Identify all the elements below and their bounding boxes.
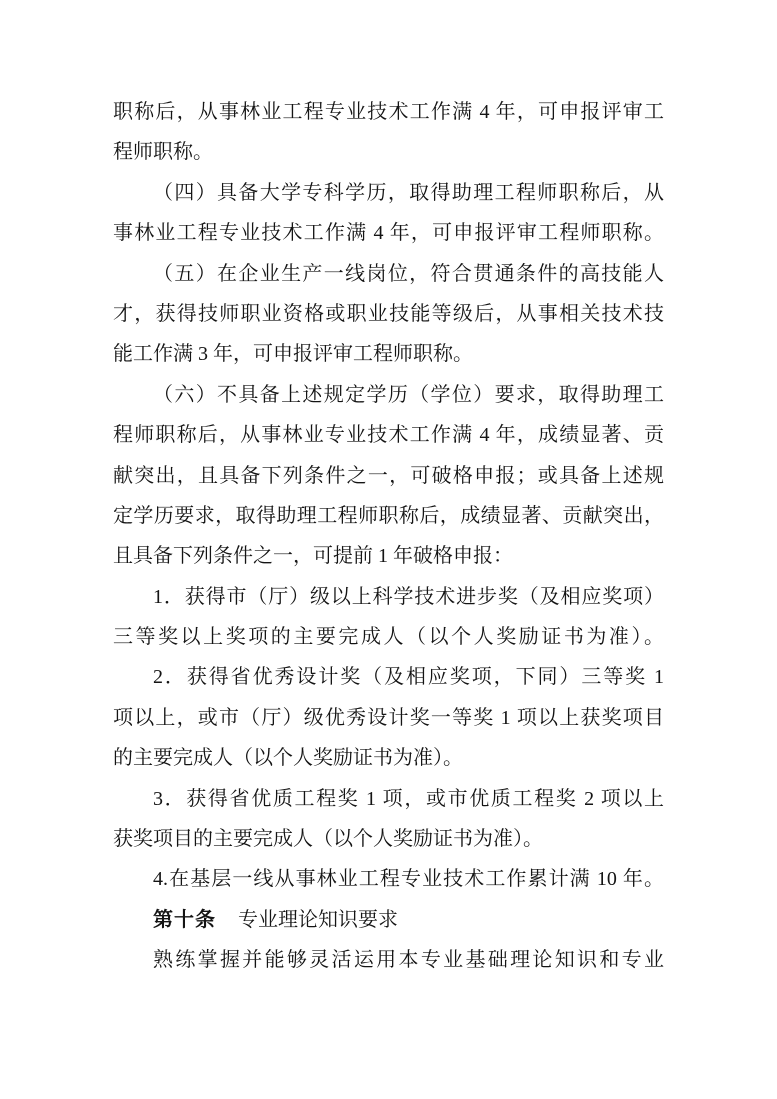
text-line: （五）在企业生产一线岗位，符合贯通条件的高技能人 xyxy=(153,262,664,285)
text-line: 熟练掌握并能够灵活运用本专业基础理论知识和专业 xyxy=(153,949,664,972)
text-line: 项以上，或市（厅）级优秀设计奖一等奖 1 项以上获奖项目 xyxy=(113,706,664,729)
text-line: 程师职称后，从事林业专业技术工作满 4 年，成绩显著、贡 xyxy=(113,424,664,447)
text-line: 三等奖以上奖项的主要完成人（以个人奖励证书为准）。 xyxy=(113,626,664,649)
text-line: 能工作满 3 年，可申报评审工程师职称。 xyxy=(113,343,473,366)
text-line: （六）不具备上述规定学历（学位）要求，取得助理工 xyxy=(153,383,664,406)
text-column xyxy=(113,92,664,981)
text-line: 定学历要求，取得助理工程师职称后，成绩显著、贡献突出， xyxy=(113,504,664,527)
text-line: 献突出，且具备下列条件之一，可破格申报；或具备上述规 xyxy=(113,464,664,487)
text-line: 获奖项目的主要完成人（以个人奖励证书为准）。 xyxy=(113,828,543,851)
text-line: （四）具备大学专科学历，取得助理工程师职称后，从 xyxy=(153,181,664,204)
text-line: 4.在基层一线从事林业工程专业技术工作累计满 10 年。 xyxy=(153,868,664,891)
text-line: 的主要完成人（以个人奖励证书为准）。 xyxy=(113,747,463,770)
text-line: 才，获得技师职业资格或职业技能等级后，从事相关技术技 xyxy=(113,302,664,325)
text-line: 2．获得省优秀设计奖（及相应奖项，下同）三等奖 1 xyxy=(153,666,664,689)
text-line: 职称后，从事林业工程专业技术工作满 4 年，可申报评审工 xyxy=(113,101,664,123)
text-line: 且具备下列条件之一，可提前 1 年破格申报： xyxy=(113,545,513,568)
article-number: 第十条 xyxy=(153,908,216,931)
text-line: 1．获得市（厅）级以上科学技术进步奖（及相应奖项） xyxy=(153,585,664,608)
text-line: 程师职称。 xyxy=(113,141,213,164)
article-title: 专业理论知识要求 xyxy=(238,908,398,931)
text-line: 3．获得省优质工程奖 1 项，或市优质工程奖 2 项以上 xyxy=(153,787,664,810)
article-heading xyxy=(113,900,664,940)
text-line: 事林业工程专业技术工作满 4 年，可申报评审工程师职称。 xyxy=(113,222,664,245)
